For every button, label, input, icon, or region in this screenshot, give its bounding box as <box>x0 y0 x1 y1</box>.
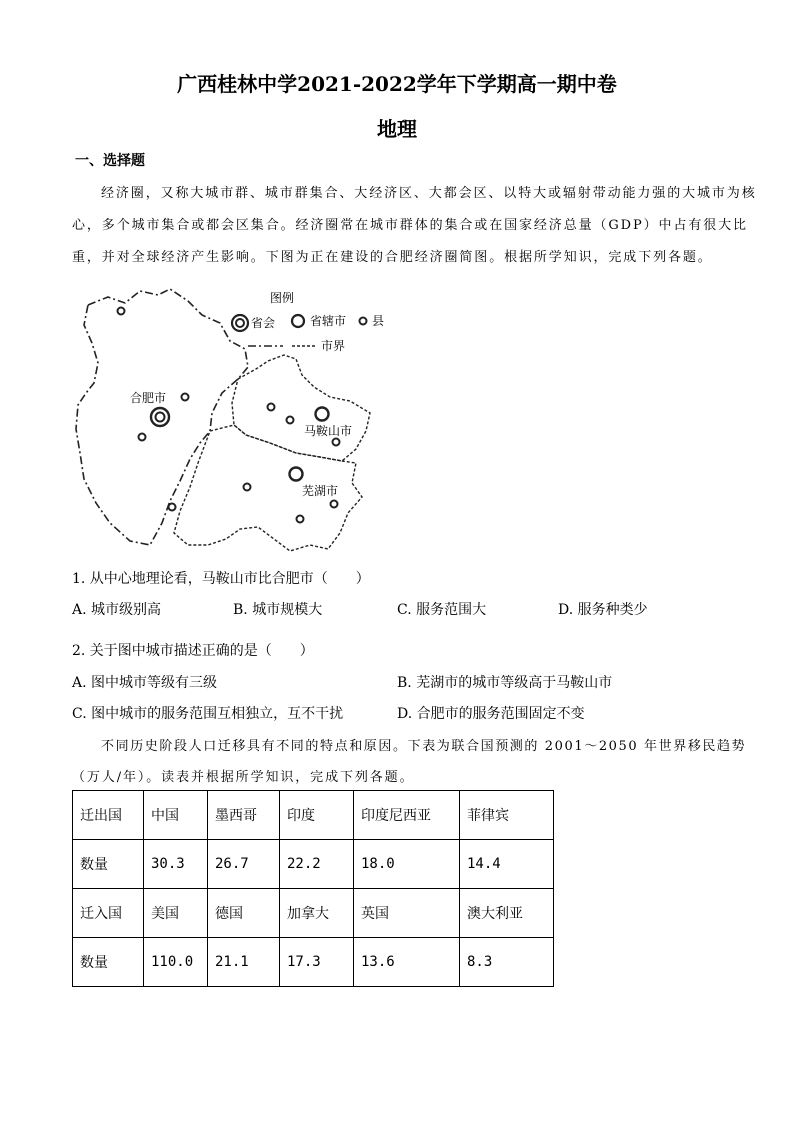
passage1-line1: 经济圈，又称大城市群、城市群集合、大经济区、大都会区、以特大或辐射带动能力强的大城市为核 <box>101 186 757 201</box>
table-cell: 迁入国 <box>73 889 144 938</box>
county-icon <box>333 439 340 446</box>
table-cell: 数量 <box>73 938 144 987</box>
question-2-option-a[interactable]: A. 图中城市等级有三级 <box>72 675 218 691</box>
table-row <box>73 889 554 938</box>
table-cell: 墨西哥 <box>208 791 280 840</box>
hefei-capital-icon <box>151 408 169 426</box>
question-1-stem: 1. 从中心地理论看，马鞍山市比合肥市（ ） <box>72 571 370 587</box>
county-symbol-icon <box>360 318 367 325</box>
county-icon <box>139 434 146 441</box>
table-cell: 22.2 <box>280 840 354 889</box>
question-2-option-b[interactable]: B. 芜湖市的城市等级高于马鞍山市 <box>397 675 613 691</box>
capital-symbol-icon <box>232 315 248 331</box>
table-cell: 德国 <box>208 889 280 938</box>
county-icon <box>331 501 338 508</box>
table-cell: 110.0 <box>144 938 208 987</box>
table-row <box>73 938 554 987</box>
table-cell: 中国 <box>144 791 208 840</box>
wuhu-city-icon <box>290 468 303 481</box>
hefei-boundary <box>76 289 248 545</box>
table-row <box>73 840 554 889</box>
passage1-line3: 重，并对全球经济产生影响。下图为正在建设的合肥经济圈简图。根据所学知识，完成下列各题。 <box>72 250 713 265</box>
table-cell: 14.4 <box>460 840 554 889</box>
question-1-option-c[interactable]: C. 服务范围大 <box>397 602 487 618</box>
table-cell: 30.3 <box>144 840 208 889</box>
table-row <box>73 791 554 840</box>
county-icon <box>268 404 275 411</box>
maanshan-boundary <box>232 355 370 461</box>
passage1-line2: 心，多个城市集合或都会区集合。经济圈常在城市群体的集合或在国家经济总量（GDP）中占有很大比 <box>72 218 748 233</box>
county-icon <box>118 308 125 315</box>
maanshan-city-icon <box>316 408 329 421</box>
legend-capital-label: 省会 <box>251 316 276 330</box>
table-cell: 13.6 <box>354 938 460 987</box>
question-1-option-d[interactable]: D. 服务种类少 <box>558 602 648 618</box>
label-maanshan: 马鞍山市 <box>304 424 353 438</box>
hefei-economic-circle-map <box>70 283 400 553</box>
county-icon <box>287 417 294 424</box>
legend-city-label: 省辖市 <box>310 314 347 328</box>
city-symbol-icon <box>292 315 304 327</box>
question-2-option-c[interactable]: C. 图中城市的服务范围互相独立，互不干扰 <box>72 706 344 722</box>
question-2-stem: 2. 关于图中城市描述正确的是（ ） <box>72 643 314 659</box>
page-title: 广西桂林中学2021-2022学年下学期高一期中卷 <box>177 72 617 96</box>
passage2-line2: （万人/年）。读表并根据所学知识，完成下列各题。 <box>72 770 415 785</box>
table-cell: 印度 <box>280 791 354 840</box>
table-cell: 迁出国 <box>73 791 144 840</box>
table-cell: 印度尼西亚 <box>354 791 460 840</box>
county-icon <box>182 394 189 401</box>
table-cell: 加拿大 <box>280 889 354 938</box>
county-icon <box>297 516 304 523</box>
table-cell: 26.7 <box>208 840 280 889</box>
table-cell: 美国 <box>144 889 208 938</box>
table-cell: 澳大利亚 <box>460 889 554 938</box>
label-hefei: 合肥市 <box>130 391 167 405</box>
question-1-option-b[interactable]: B. 城市规模大 <box>233 602 323 618</box>
table-cell: 菲律宾 <box>460 791 554 840</box>
passage2-line1: 不同历史阶段人口迁移具有不同的特点和原因。下表为联合国预测的 2001～2050 年世界移民趋势 <box>101 739 747 754</box>
section-heading: 一、选择题 <box>75 153 145 169</box>
table-cell: 18.0 <box>354 840 460 889</box>
table-cell: 英国 <box>354 889 460 938</box>
hefei-capital-inner-icon <box>156 413 165 422</box>
legend-title: 图例 <box>270 291 295 305</box>
table-cell: 17.3 <box>280 938 354 987</box>
question-2-option-d[interactable]: D. 合肥市的服务范围固定不变 <box>397 706 585 722</box>
migration-table <box>72 790 554 987</box>
legend-county-label: 县 <box>372 314 385 328</box>
table-cell: 数量 <box>73 840 144 889</box>
table-cell: 21.1 <box>208 938 280 987</box>
question-1-option-a[interactable]: A. 城市级别高 <box>72 602 162 618</box>
table-cell: 8.3 <box>460 938 554 987</box>
page-subtitle: 地理 <box>377 117 417 141</box>
legend-boundary-label: 市界 <box>321 339 346 353</box>
county-icon <box>244 484 251 491</box>
county-icon <box>169 504 176 511</box>
capital-symbol-inner-icon <box>236 319 244 327</box>
label-wuhu: 芜湖市 <box>302 484 339 498</box>
